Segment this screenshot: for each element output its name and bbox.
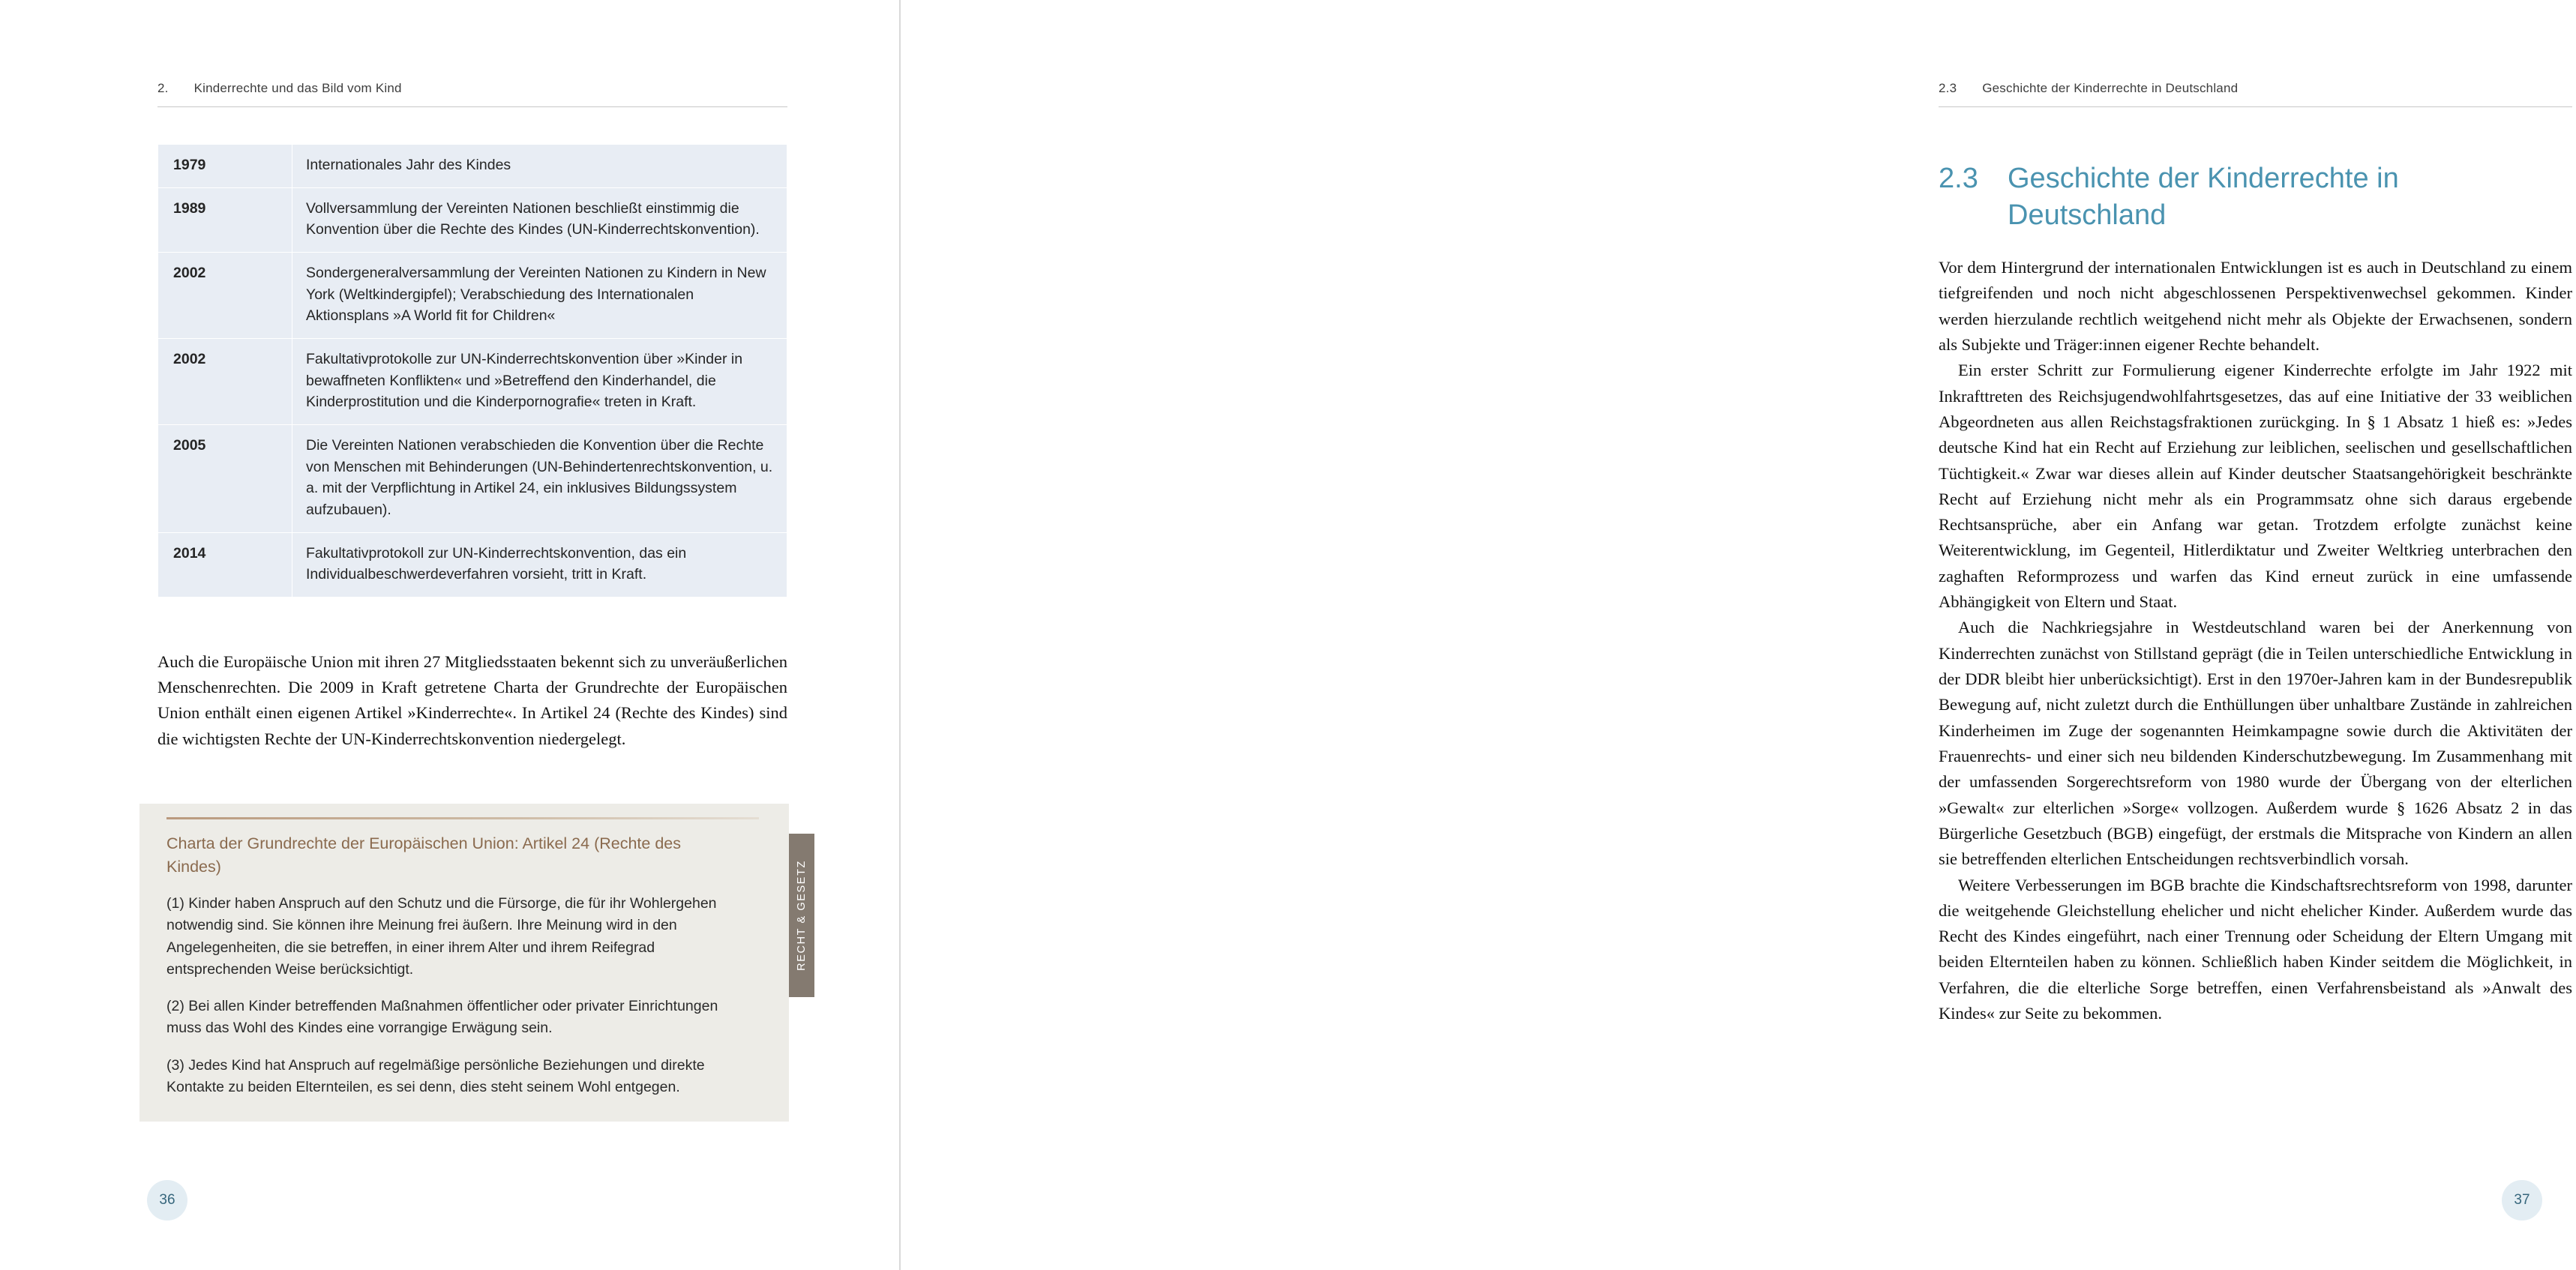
table-row	[158, 338, 787, 424]
section-heading-number: 2.3	[1939, 162, 1978, 194]
section-heading-text: Geschichte der Kinderrechte in Deutschland	[2008, 162, 2399, 231]
left-running-head-number: 2.	[157, 81, 169, 95]
law-box-paragraph-1: (1) Kinder haben Anspruch auf den Schutz und die Fürsorge, die für ihr Wohlergehen notwendig sind. Sie können ihre Meinung frei äußern. Ihre Meinung wird in den Angelegenheiten, die sie betreffen, in einer ihrem Alter und ihrem Reifegrad entsprechenden Weise berücksichtigt.	[166, 895, 717, 978]
timeline-year: 2002	[158, 338, 292, 424]
left-running-head-rule	[157, 106, 787, 107]
right-running-head-rule	[1939, 106, 2572, 107]
timeline-year: 2014	[158, 532, 292, 597]
right-running-head-title: Geschichte der Kinderrechte in Deutschland	[1982, 81, 2239, 95]
timeline-table	[157, 144, 787, 598]
section-heading	[1939, 160, 2576, 235]
timeline-text: Vollversammlung der Vereinten Nationen beschließt einstimmig die Konvention über die Rechte des Kindes (UN-Kinderrechtskonvention).	[292, 187, 787, 252]
timeline-text: Sondergeneralversammlung der Vereinten Nationen zu Kindern in New York (Weltkindergipfel); Verabschiedung des Internationalen Aktionsplans »A World fit for Children«	[292, 252, 787, 338]
table-row	[158, 252, 787, 338]
timeline-text: Die Vereinten Nationen verabschieden die Konvention über die Rechte von Menschen mit Behinderungen (UN-Behindertenrechtskonvention, u. a. mit der Verpflichtung in Artikel 24, ein inklusives Bildungssystem aufzubauen).	[292, 424, 787, 532]
timeline-year: 2005	[158, 424, 292, 532]
table-row	[158, 145, 787, 188]
right-running-head	[1939, 81, 2238, 96]
timeline-text: Fakultativprotokolle zur UN-Kinderrechtskonvention über »Kinder in bewaffneten Konflikten« und »Betreffend den Kinderhandel, die Kinderprostitution und die Kinderpornografie« treten in Kraft.	[292, 338, 787, 424]
timeline-year: 2002	[158, 252, 292, 338]
body-paragraph-2: Ein erster Schritt zur Formulierung eigener Kinderrechte erfolgte im Jahr 1922 mit Inkrafttreten des Reichsjugendwohlfahrtsgesetzes, das auf eine Initiative der 33 weiblichen Abgeordneten aus allen Reichstagsfraktionen zurückging. In § 1 Absatz 1 hieß es: »Jedes deutsche Kind hat ein Recht auf Erziehung zur leiblichen, seelischen und gesellschaftlichen Tüchtigkeit.« Zwar war dieses allein auf Kinder deutscher Staatsangehörigkeit beschränkte Recht auf Erziehung nicht mehr als ein Programmsatz ohne sich daraus ergebende Rechtsansprüche, aber ein Anfang war getan. Trotzdem erfolgte zunächst keine Weiterentwicklung, im Gegenteil, Hitlerdiktatur und Zweiter Weltkrieg unterbrachen den zaghaften Reformprozess und warfen das Kind erneut zurück in eine umfassende Abhängigkeit von Eltern und Staat.	[1939, 361, 2572, 612]
table-row	[158, 532, 787, 597]
timeline-year: 1989	[158, 187, 292, 252]
timeline-text: Fakultativprotokoll zur UN-Kinderrechtskonvention, das ein Individualbeschwerdeverfahren vorsieht, tritt in Kraft.	[292, 532, 787, 597]
right-running-head-number: 2.3	[1939, 81, 1957, 95]
law-box-title: Charta der Grundrechte der Europäischen Union: Artikel 24 (Rechte des Kindes)	[166, 834, 681, 876]
table-row	[158, 424, 787, 532]
left-body-paragraph: Auch die Europäische Union mit ihren 27 Mitgliedsstaaten bekennt sich zu unveräußerlichen Menschenrechten. Die 2009 in Kraft getretene Charta der Grundrechte der Europäischen Union enthält einen eigenen Artikel »Kinderrechte«. In Artikel 24 (Rechte des Kindes) sind die wichtigsten Rechte der UN-Kinderrechtskonvention niedergelegt.	[157, 652, 787, 748]
left-running-head	[157, 81, 402, 96]
left-running-head-title: Kinderrechte und das Bild vom Kind	[193, 81, 402, 95]
right-page	[900, 0, 2572, 1270]
law-box-paragraph-2: (2) Bei allen Kinder betreffenden Maßnahmen öffentlicher oder privater Einrichtungen muss das Wohl des Kindes eine vorrangige Erwägung sein.	[166, 998, 718, 1037]
law-box-side-tab	[789, 834, 814, 997]
law-callout-box	[139, 804, 789, 1122]
right-body-text	[1939, 255, 2572, 1026]
body-paragraph-1: Vor dem Hintergrund der internationalen Entwicklungen ist es auch in Deutschland zu einem tiefgreifenden und noch nicht abgeschlossenen Perspektivenwechsel gekommen. Kinder werden hierzulande rechtlich weitgehend nicht mehr als Objekte der Erwachsenen, sondern als Subjekte und Träger:innen eigener Rechte behandelt.	[1939, 258, 2572, 354]
law-box-paragraph-3: (3) Jedes Kind hat Anspruch auf regelmäßige persönliche Beziehungen und direkte Kontakte zu beiden Elternteilen, es sei denn, dies steht seinem Wohl entgegen.	[166, 1056, 705, 1095]
left-page-number: 36	[147, 1180, 187, 1221]
left-page	[0, 0, 900, 1270]
right-page-number: 37	[2502, 1180, 2542, 1221]
law-box-side-tab-label: RECHT & GESETZ	[796, 860, 808, 971]
body-paragraph-3: Auch die Nachkriegsjahre in Westdeutschland waren bei der Anerkennung von Kinderrechten zunächst von Stillstand geprägt (die in Teilen unterschiedliche Entwicklung in der DDR bleibt hier unberücksichtigt). Erst in den 1970er-Jahren kam in der Bundesrepublik Bewegung auf, nicht zuletzt durch die Enthüllungen über unhaltbare Zustände in zahlreichen Kinderheimen im Zuge der sogenannten Heimkampagne sowie durch die Aktivitäten der Frauenrechts- und einer sich neu bildenden Kinderschutzbewegung. Im Zusammenhang mit der umfassenden Sorgerechtsreform von 1980 wurde der Übergang von der elterlichen »Gewalt« zur elterlichen »Sorge« vollzogen. Außerdem wurde § 1626 Absatz 2 in das Bürgerliche Gesetzbuch (BGB) eingefügt, der erstmals die Mitsprache von Kindern an allen sie betreffenden elterlichen Entscheidungen rechtsverbindlich vorsah.	[1939, 618, 2572, 869]
table-row	[158, 187, 787, 252]
timeline-text: Internationales Jahr des Kindes	[292, 145, 787, 188]
timeline-year: 1979	[158, 145, 292, 188]
body-paragraph-4: Weitere Verbesserungen im BGB brachte die Kindschaftsrechtsreform von 1998, darunter die weitgehende Gleichstellung ehelicher und nicht ehelicher Kinder. Außerdem wurde das Recht des Kindes eingeführt, nach einer Trennung oder Scheidung der Eltern Umgang mit beiden Elternteilen haben zu können. Schließlich haben Kinder seitdem die Möglichkeit, in Verfahren, die die elterliche Sorge betreffen, einen Verfahrensbeistand als »Anwalt des Kindes« zur Seite zu bekommen.	[1939, 875, 2572, 1023]
